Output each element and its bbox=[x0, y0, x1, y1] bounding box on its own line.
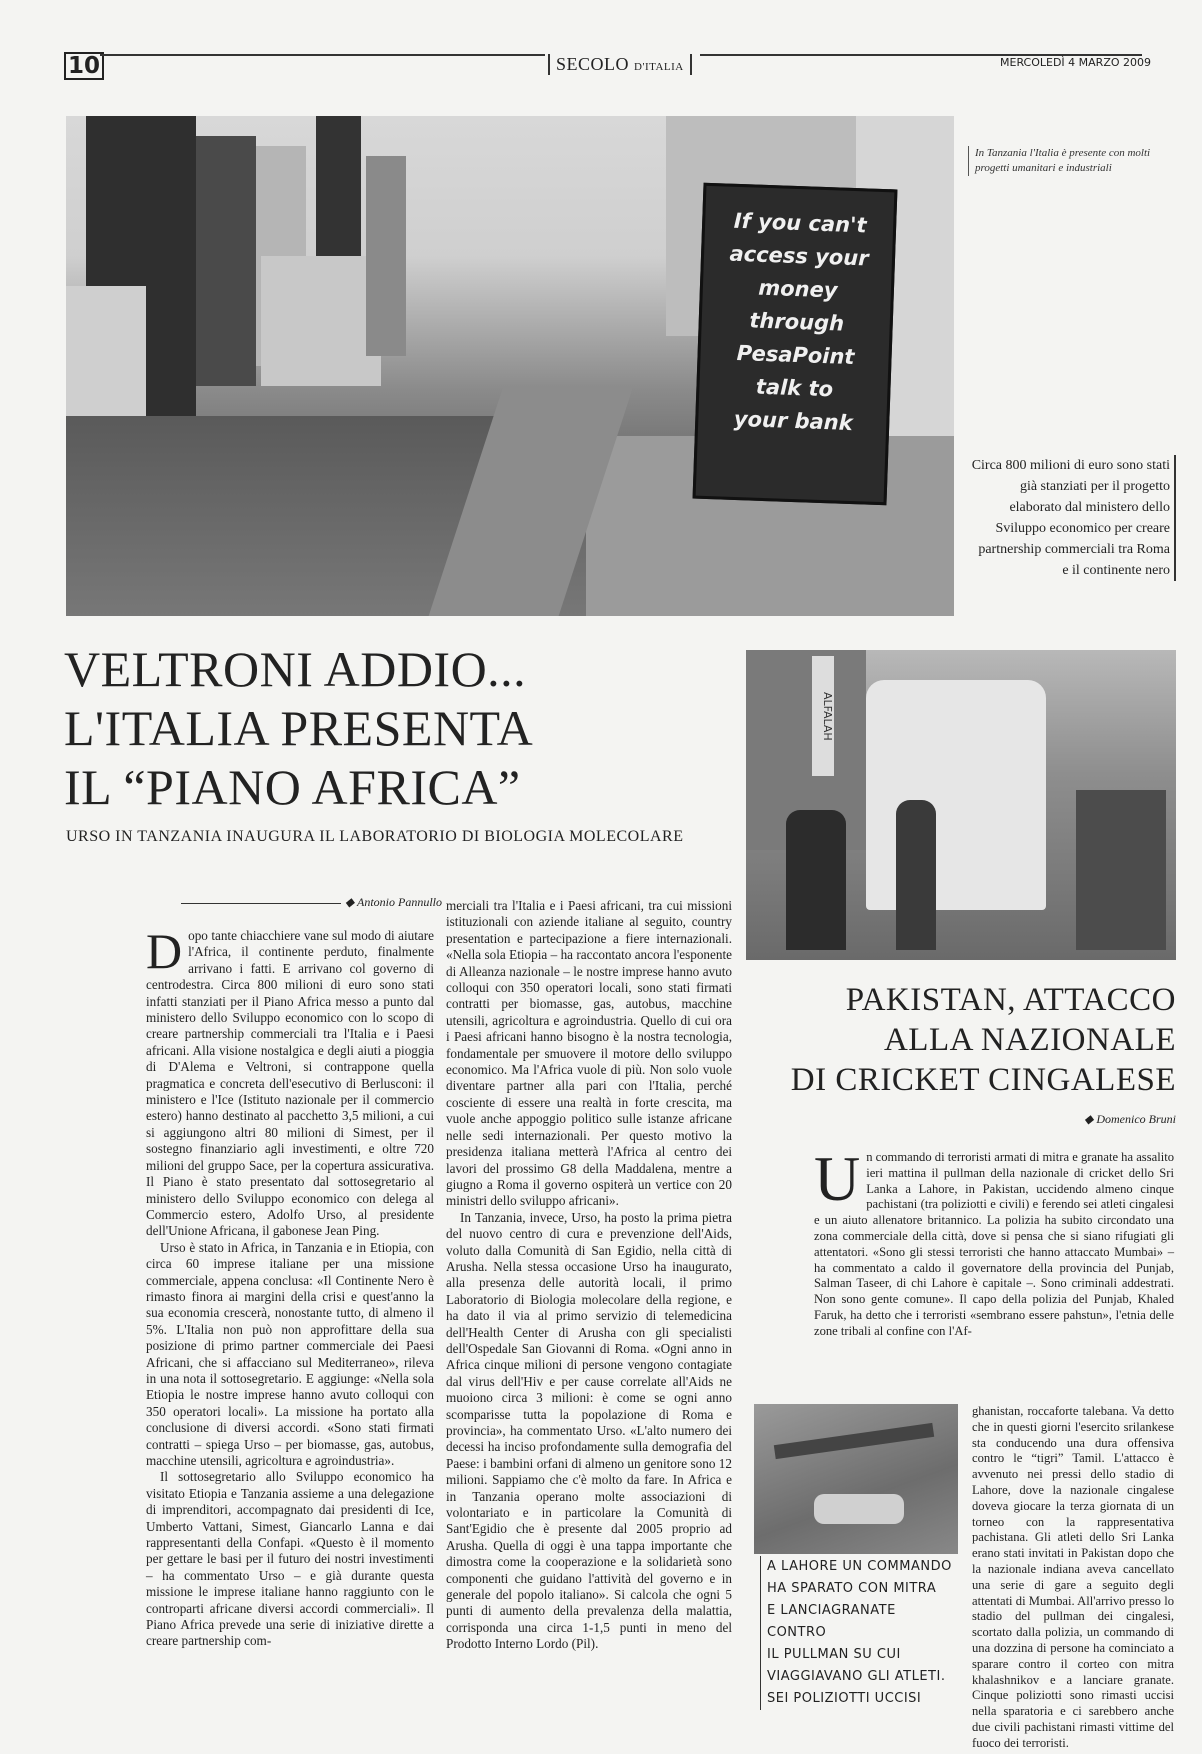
photo-sidebar-caption bbox=[760, 1556, 959, 1710]
article-paragraph bbox=[146, 923, 434, 1240]
headline-line: PAKISTAN, ATTACCO bbox=[845, 982, 1176, 1018]
shop-sign: ALFALAH bbox=[812, 656, 834, 776]
article-column-2 bbox=[446, 898, 732, 1653]
caption-line: A LAHORE UN COMMANDO bbox=[767, 1559, 952, 1574]
headline-line: ALLA NAZIONALE bbox=[883, 1022, 1176, 1058]
photo-city-street bbox=[66, 116, 954, 616]
subheadline: URSO IN TANZANIA INAUGURA IL LABORATORIO DI BIOLOGIA MOLECOLARE bbox=[66, 828, 684, 845]
photo-attack-scene bbox=[754, 1404, 958, 1554]
article-paragraph: Urso è stato in Africa, in Tanzania e in Etiopia, con circa 60 imprese italiane per una missione commerciale, appena conclusa: «Il Continente Nero è rimasto finora ai margini della crisi e quest'anno la sua economia crescerà, nonostante tutto, di almeno il 5%. L'Italia non può non approfittare della sua posizione di primo partner commerciale dei Paesi Africani, che si affacciano sul Mediterraneo», rileva in una nota il sottosegretario. E aggiunge: «Nella sola Etiopia le nostre imprese hanno avuto colloqui con 350 operatori locali». La missione ha portato alla conclusione di diversi accordi. «Sono stati firmati contratti – spiega Urso – per biomasse, gas, autobus, macchine utensili, agricoltura e agroindustria». bbox=[146, 1239, 434, 1468]
billboard-line: your bank bbox=[733, 406, 854, 436]
photo-caption: In Tanzania l'Italia è presente con molti progetti umanitari e industriali bbox=[968, 146, 1153, 176]
author-name: Antonio Pannullo bbox=[357, 895, 442, 909]
headline-line: IL “PIANO AFRICA” bbox=[64, 759, 521, 815]
byline: ◆ Antonio Pannullo bbox=[150, 895, 442, 910]
caption-line: IL PULLMAN SU CUI bbox=[767, 1647, 901, 1662]
caption-line: E LANCIAGRANATE CONTRO bbox=[767, 1603, 896, 1640]
headline-line: VELTRONI ADDIO... bbox=[64, 641, 527, 697]
drop-cap: U bbox=[814, 1143, 861, 1214]
drop-cap: D bbox=[146, 923, 183, 979]
article-column-1 bbox=[146, 923, 434, 1650]
article-paragraph: In Tanzania, invece, Urso, ha posto la prima pietra del nuovo centro di cura e prevenzione dell'Aids, voluto dalla Comunità di San Egidio, nella città di Arusha. Nella stessa occasione Urso ha inaugurato, alla presenza delle autorità locali, il primo Laboratorio di Biologia molecolare della regione, e ha dato il via al primo servizio di telemedicina dell'Health Center di Arusha con gli specialisti dell'Ospedale San Giovanni di Roma. «Ogni anno in Africa cinque milioni di persone vengono contagiate dal virus dell'Hiv e per cause correlate all'Aids ne muoiono circa 3 milioni: è come se ogni anno scomparisse tutta la popolazione di Roma e provincia», ha commentato Urso. «L'alto numero dei decessi ha inciso profondamente sulla demografia del Paese: i bambini orfani di almeno un genitore sono 12 milioni. Sappiamo che c'è molto da fare. In Africa e in Tanzania operano molte associazioni di volontariato e in particolare la Comunità di Sant'Egidio che è presente dal 2005 proprio ad Arusha. Quella di oggi è una tappa importante che dimostra come la cooperazione e la solidarietà sono componenti che guidano l'attività del governo e in generale del popolo italiano». Si calcola che ogni 5 punti di aumento della prevalenza della malattia, corrisponda una circa 1-1,5 punti in meno del Prodotto Interno Lordo (Pil). bbox=[446, 1209, 732, 1652]
billboard-line: access your bbox=[729, 241, 869, 271]
issue-date: MERCOLEDÌ 4 MARZO 2009 bbox=[1000, 56, 1152, 69]
headline-line: L'ITALIA PRESENTA bbox=[64, 700, 534, 756]
billboard-line: money through bbox=[749, 275, 845, 336]
masthead-subtitle: D'ITALIA bbox=[634, 61, 684, 73]
masthead bbox=[548, 54, 692, 75]
billboard-line: If you can't bbox=[733, 208, 867, 238]
headline-main bbox=[64, 640, 744, 817]
paragraph-text: opo tante chiacchiere vane sul modo di aiutare l'Africa, il continente perduto, finalmente arrivano i fatti. E arrivano col governo di centrodestra. Circa 800 milioni di euro sono stati infatti stanziati per il Piano Africa messo a punto dal ministero dello Sviluppo economico con lo scopo di creare partnership commerciali tra l'Italia e i Paesi africani. Alla visione nostalgica e degli aiuti a pioggia di D'Alema e Veltroni, si contrappone quella pragmatica e concreta dell'esecutivo di Berlusconi: il ministero e l'Ice (Istituto nazionale per il commercio estero) hanno destinato al pacchetto 3,5 milioni, a cui si aggiungono altri 80 milioni di Simest, per il sostegno finanziario agli investimenti, e oltre 720 milioni del gruppo Sace, per la copertura assicurativa. Il Piano è stato presentato dal sottosegretario al ministero dello Sviluppo economico con delega al Commercio estero, Adolfo Urso, al presidente dell'Unione Africana, il gabonese Jean Ping. bbox=[146, 928, 434, 1239]
article-paragraph bbox=[814, 1143, 1174, 1340]
photo-bus-lahore bbox=[746, 650, 1176, 960]
billboard-line: talk to bbox=[755, 374, 834, 402]
bus bbox=[866, 680, 1046, 910]
caption-line: VIAGGIAVANO GLI ATLETI. bbox=[767, 1669, 946, 1684]
caption-line: SEI POLIZIOTTI UCCISI bbox=[767, 1691, 922, 1706]
billboard bbox=[693, 183, 898, 506]
article-paragraph: merciali tra l'Italia e i Paesi africani, tra cui missioni istituzionali con aziende italiane al seguito, country presentation e partecipazione a fiere internazionali. «Nella sola Etiopia – ha raccontato ancora l'esponente di Alleanza nazionale – le nostre imprese hanno avuto colloqui con 350 operatori locali, sono stati firmati contratti per biomasse, gas, autobus, macchine utensili, agricoltura e agroindustria. Quello di cui ora i Paesi africani hanno bisogno è la nostra tecnologia, fondamentale per smuovere il motore dello sviluppo economico. Ma l'Africa vuole di più. Non solo vuole diventare partner alla pari con l'Italia, perché cosciente di essere una realtà in forte crescita, ma vuole anche appoggio politico sulle istanze africane nelle sedi internazionali. Per questo motivo la presidenza italiana metterà l'Africa al centro dei lavori del prossimo G8 della Maddalena, mentre a giugno a Roma il governo ospiterà un vertice con 20 ministri dello sviluppo africani». bbox=[446, 898, 732, 1209]
paragraph-text: n commando di terroristi armati di mitra e granate ha assalito ieri mattina il pullman della nazionale di cricket dello Sri Lanka a Lahore, in Pakistan, uccidendo almeno cinque pachistani (tra poliziotti e civili) e ferendo sei atleti cingalesi e un aiuto allenatore britannico. La polizia ha subito circondato una zona commerciale della città, dove si pensa che si siano rifugiati gli attentatori. «Sono gli stessi terroristi che hanno attaccato Mumbai» – ha commentato a caldo il governatore della provincia del Punjab, Salman Taseer, di chi Lahore è capitale –. Sono criminali addestrati. Non sono gente comune». Il capo della polizia del Punjab, Khaled Faruk, ha detto che i terroristi «sembrano essere pahstun», l'etnia delle zone tribali al confine con l'Af- bbox=[814, 1150, 1174, 1338]
article-column-3 bbox=[814, 1143, 1174, 1340]
headline-pakistan bbox=[760, 980, 1176, 1100]
pull-quote: Circa 800 milioni di euro sono stati già stanziati per il progetto elaborato dal ministero dello Sviluppo economico per creare partnership commerciali tra Roma e il continente nero bbox=[970, 455, 1176, 581]
page-number: 10 bbox=[64, 52, 104, 80]
byline-rule bbox=[181, 903, 341, 904]
author-name: Domenico Bruni bbox=[1096, 1112, 1176, 1126]
article-column-4 bbox=[972, 1404, 1174, 1752]
byline: ◆ Domenico Bruni bbox=[1084, 1112, 1176, 1126]
caption-line: HA SPARATO CON MITRA bbox=[767, 1581, 937, 1596]
billboard-line: PesaPoint bbox=[736, 340, 855, 370]
article-paragraph: ghanistan, roccaforte talebana. Va detto che in questi giorni l'esercito srilankese sta conducendo una dura offensiva contro le “tigri” Tamil. L'attacco è avvenuto nei pressi dello stadio di Lahore, dove la nazionale cingalese doveva giocare la terza giornata di un torneo con la rappresentativa pachistana. Gli atleti dello Sri Lanka erano stati invitati in Pakistan dopo che la nazionale indiana aveva cancellato una serie di gare a seguito degli attentati di Mumbai. All'arrivo presso lo stadio del pullman dei cingalesi, scortato dalla polizia, un commando di una dozzina di persone ha cominciato a sparare contro il corteo con mitra khalashnikov e a lanciare granate. Cinque poliziotti sono rimasti uccisi nella sparatoria e ci sarebbero anche due civili pachistani rimasti vittime del fuoco dei terroristi. bbox=[972, 1404, 1174, 1750]
masthead-title: SECOLO bbox=[556, 54, 630, 74]
billboard-text bbox=[718, 205, 876, 441]
header-rule-left bbox=[100, 54, 545, 56]
headline-line: DI CRICKET CINGALESE bbox=[790, 1062, 1176, 1098]
article-paragraph: Il sottosegretario allo Sviluppo economico ha visitato Etiopia e Tanzania assieme a una delegazione di imprenditori, accompagnato dai presidenti di Ice, Umberto Vattani, Simest, Giancarlo Lanna e dai rappresentanti della Confapi. «Questo è il momento per gettare le basi per il futuro dei nostri investimenti – ha commentato Urso – e già durante questa missione le imprese italiane hanno raggiunto con le controparti africane diversi accordi commerciali». Il Piano Africa prevede una serie di iniziative dirette a creare partnership com- bbox=[146, 1469, 434, 1649]
